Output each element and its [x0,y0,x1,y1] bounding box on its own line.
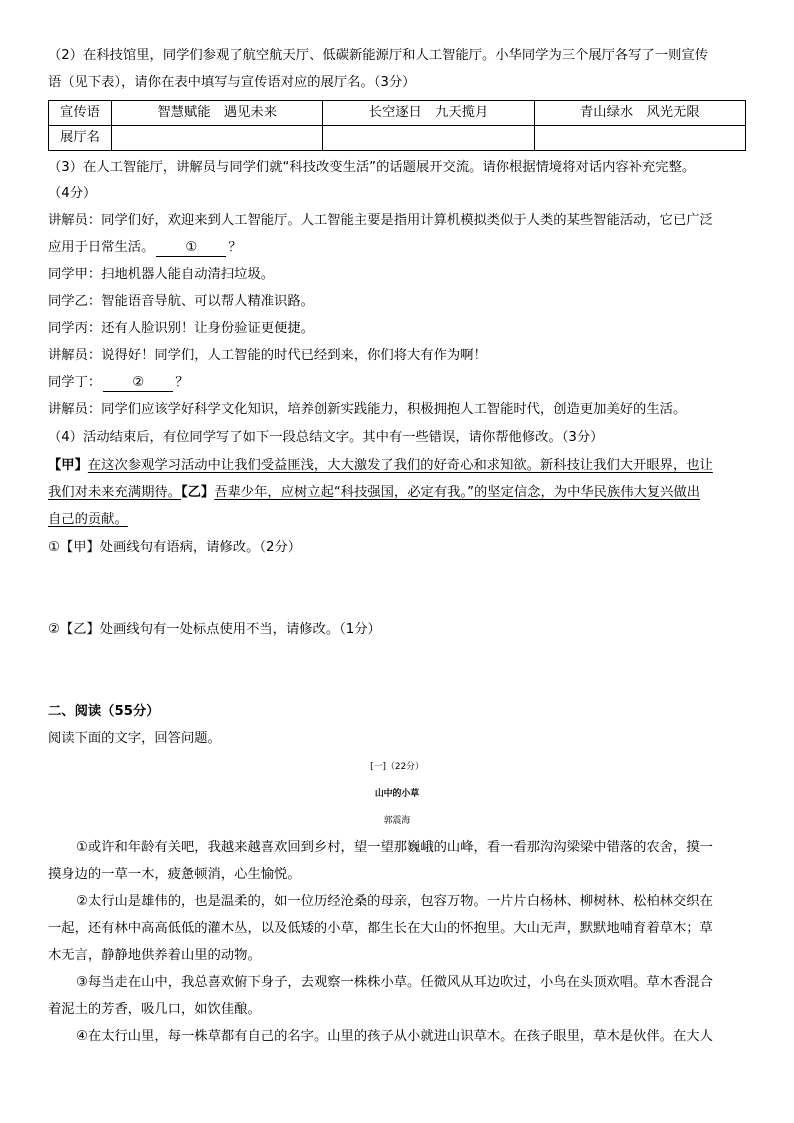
jia-underlined-text-1: 在这次参观学习活动中让我们受益匪浅，大大激发了我们的好奇心和求知欲。新科技让我们大开眼界，也让 [87,458,713,473]
article-author: 郭震海 [383,816,411,826]
hall-name-cell-2[interactable] [323,126,534,151]
student-b-line: 同学乙：智能语音导航、可以帮人精准识路。 [48,294,314,309]
slogan-header: 宣传语 [49,101,112,126]
q2-line-1: （2）在科技馆里，同学们参观了航空航天厅、低碳新能源厅和人工智能厅。小华同学为三个展厅各写了一则宣传 [48,48,709,63]
q3-line-2: （4分） [48,186,97,201]
guide-line-2 [48,238,242,258]
guide-line-3: 讲解员：说得好！同学们，人工智能的时代已经到来，你们将大有作为啊！ [48,348,487,363]
question-mark-1: ？ [228,240,242,255]
jia-underlined-text-2: 我们对未来充满期待。 [48,485,181,500]
jia-tag: 【甲】 [48,458,88,473]
yi-underlined-text-1: 吾辈少年，应树立起“科技强国，必定有我。”的坚定信念，为中华民族伟大复兴做出 [214,485,701,500]
exhibit-table [48,100,746,151]
slogan-cell-1: 智慧赋能 遇见未来 [112,101,323,126]
guide-line-2-text: 应用于日常生活。 [48,240,155,255]
guide-line-4: 讲解员：同学们应该学好科学文化知识，培养创新实践能力，积极拥抱人工智能时代，创造更加美好的生活。 [48,402,687,417]
summary-line-2 [48,483,700,503]
paragraph-2-line-2: 一起，还有林中高高低低的灌木丛，以及低矮的小草，都生长在大山的怀抱里。大山无声，默默地哺育着草木；草 [48,921,713,936]
section-heading: 二、阅读（55分） [48,704,160,719]
hall-name-answer-1[interactable] [112,126,322,150]
hall-name-cell-3[interactable] [534,126,745,151]
paragraph-1-line-2: 摸身边的一草一木，疲惫顿消，心生愉悦。 [48,867,301,882]
q4-sub-1: ①【甲】处画线句有语病，请修改。（2分） [48,540,302,555]
q4-sub-2: ②【乙】处画线句有一处标点使用不当，请修改。（1分） [48,622,381,637]
answer-blank-1[interactable]: ① [156,240,226,257]
hall-name-answer-2[interactable] [323,126,533,150]
student-d-label: 同学丁： [48,375,102,390]
reading-instruction: 阅读下面的文字，回答问题。 [48,731,221,746]
hall-name-cell-1[interactable] [112,126,323,151]
q2-line-2: 语（见下表），请你在表中填写与宣传语对应的展厅名。（3分） [48,75,416,90]
student-d-line [48,373,188,393]
slogan-cell-3: 青山绿水 风光无限 [534,101,745,126]
question-mark-2: ？ [175,375,189,390]
q3-line-1: （3）在人工智能厅，讲解员与同学们就“科技改变生活”的话题展开交流。请你根据情境将对话内容补充完整。 [48,160,696,175]
summary-line-1 [48,456,713,476]
part-label: [一]（22分） [370,762,424,772]
paragraph-4-line-1: ④在太行山里，每一株草都有自己的名字。山里的孩子从小就进山识草木。在孩子眼里，草木是伙伴。在大人 [76,1029,713,1044]
q4-intro: （4）活动结束后，有位同学写了如下一段总结文字。其中有一些错误，请你帮他修改。（3分） [48,430,604,445]
hall-name-answer-3[interactable] [535,126,745,150]
summary-line-3 [48,510,128,530]
article-title: 山中的小草 [374,789,420,799]
paragraph-3-line-1: ③每当走在山中，我总喜欢俯下身子，去观察一株株小草。任微风从耳边吹过，小鸟在头顶欢唱。草木香混合 [76,975,713,990]
hall-name-header: 展厅名 [49,126,112,151]
yi-tag: 【乙】 [180,485,215,500]
guide-line-1: 讲解员：同学们好，欢迎来到人工智能厅。人工智能主要是指用计算机模拟类似于人类的某些智能活动，它已广泛 [48,213,713,228]
paragraph-3-line-2: 着泥土的芳香，吸几口，如饮佳酿。 [48,1002,261,1017]
paragraph-1-line-1: ①或许和年龄有关吧，我越来越喜欢回到乡村，望一望那巍峨的山峰，看一看那沟沟梁梁中错落的农舍，摸一 [76,840,713,855]
slogan-cell-2: 长空逐日 九天揽月 [323,101,534,126]
student-a-line: 同学甲：扫地机器人能自动清扫垃圾。 [48,267,275,282]
table-row-slogans [49,101,746,126]
paragraph-2-line-1: ②太行山是雄伟的，也是温柔的，如一位历经沧桑的母亲，包容万物。一片片白杨林、柳树林、松柏林交织在 [76,894,713,909]
yi-underlined-text-2: 自己的贡献。 [48,512,128,527]
table-row-hall-names [49,126,746,151]
answer-blank-2[interactable]: ② [103,375,173,392]
paragraph-2-line-3: 木无言，静静地供养着山里的动物。 [48,948,261,963]
student-c-line: 同学丙：还有人脸识别！让身份验证更便捷。 [48,321,314,336]
